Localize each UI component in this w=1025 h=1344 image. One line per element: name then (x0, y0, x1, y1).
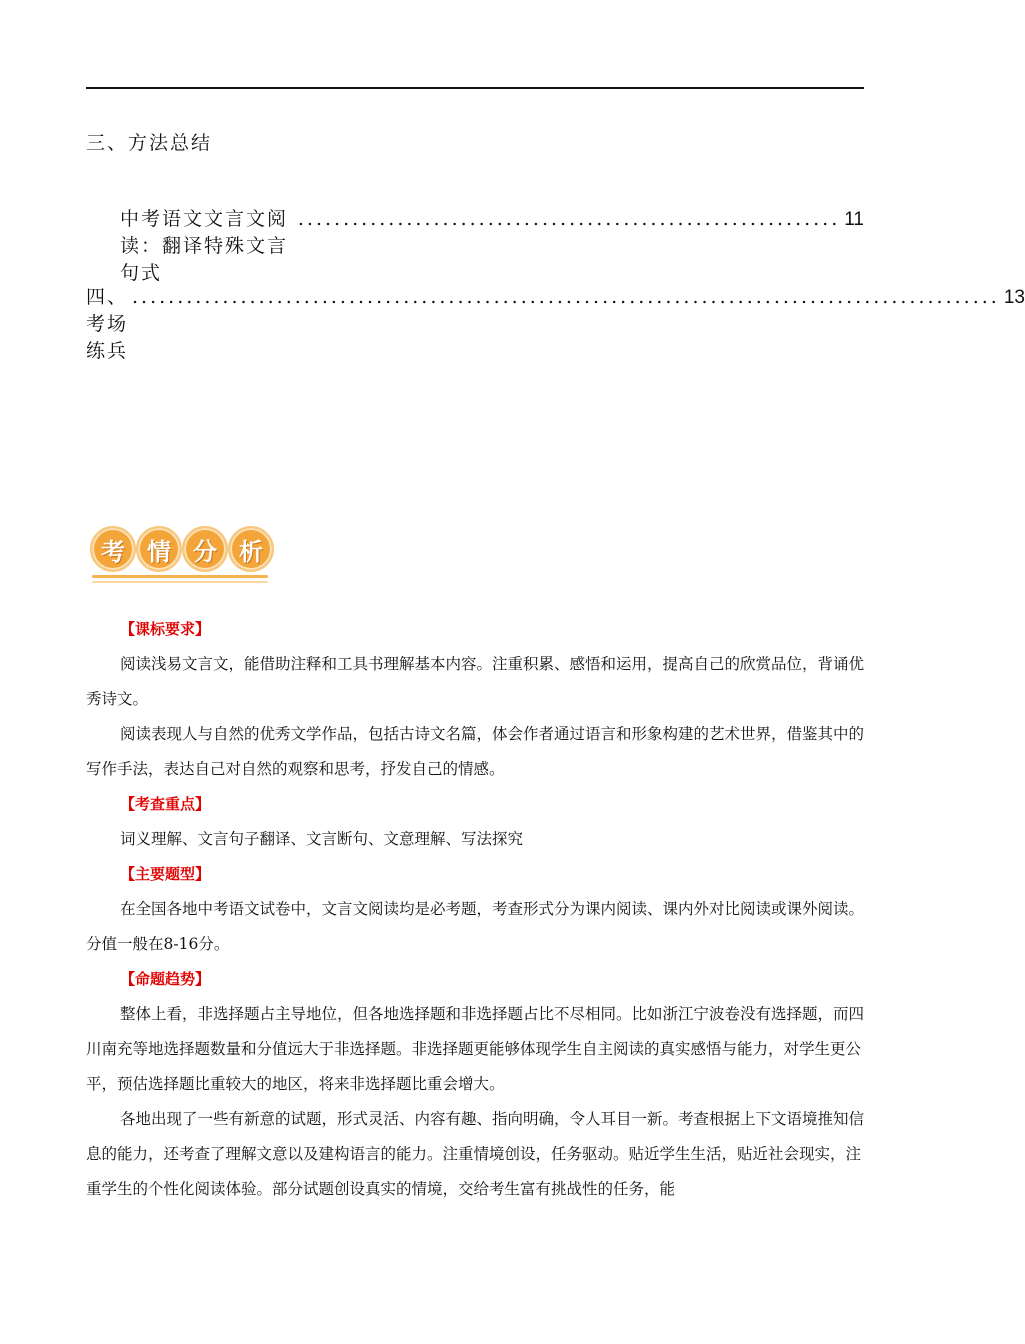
banner-underline-thin (92, 581, 268, 583)
toc-leader-dots: ................................................................................................ (132, 286, 1000, 308)
exam-analysis-banner (88, 522, 272, 586)
paragraph: 阅读表现人与自然的优秀文学作品，包括古诗文名篇，体会作者通过语言和形象构建的艺术世界，借鉴其中的写作手法，表达自己对自然的观察和思考，抒发自己的情感。 (86, 725, 865, 778)
toc-page-number: 13 (1003, 287, 1025, 308)
paragraph: 整体上看，非选择题占主导地位，但各地选择题和非选择题占比不尽相同。比如浙江宁波卷没有选择题，而四川南充等地选择题数量和分值远大于非选择题。非选择题更能够体现学生自主阅读的真实感悟与能力，对学生更公平，预估选择题比重较大的地区，将来非选择题比重会增大。 (86, 1005, 865, 1093)
paragraph: 在全国各地中考语文试卷中，文言文阅读均是必考题，考查形式分为课内阅读、课内外对比阅读或课外阅读。分值一般在8-16分。 (86, 900, 865, 953)
toc-item-title: 四、考场练兵 (86, 286, 129, 362)
banner-underline (92, 575, 268, 578)
banner-char: 析 (228, 526, 274, 572)
section-heading-focus: 【考查重点】 (120, 795, 211, 813)
paragraph: 阅读浅易文言文，能借助注释和工具书理解基本内容。注重积累、感悟和运用，提高自己的欣赏品位，背诵优秀诗文。 (86, 655, 865, 708)
section-heading-question-types: 【主要题型】 (120, 865, 211, 883)
paragraph: 各地出现了一些有新意的试题，形式灵活、内容有趣、指向明确，令人耳目一新。考查根据上下文语境推知信息的能力，还考查了理解文意以及建构语言的能力。注重情境创设，任务驱动。贴近学生生活，贴近社会现实，注重学生的个性化阅读体验。部分试题创设真实的情境，交给考生富有挑战性的任务，能 (86, 1110, 865, 1198)
toc-section-3[interactable]: 三、方法总结 (86, 132, 213, 154)
banner-char: 分 (182, 526, 228, 572)
section-heading-trends: 【命题趋势】 (120, 970, 211, 988)
paragraph: 词义理解、文言句子翻译、文言断句、文意理解、写法探究 (120, 830, 524, 848)
toc-item-translation[interactable] (120, 204, 864, 285)
toc-section-4[interactable] (86, 282, 1025, 363)
toc-page-number: 11 (844, 209, 864, 230)
toc-item-title: 中考语文文言文阅读：翻译特殊文言句式 (120, 208, 289, 284)
header-rule (86, 87, 864, 89)
banner-char: 考 (90, 526, 136, 572)
banner-char: 情 (136, 526, 182, 572)
analysis-content (86, 612, 866, 1207)
section-heading-curriculum: 【课标要求】 (120, 620, 211, 638)
toc-leader-dots: ............................................................ (297, 208, 841, 230)
